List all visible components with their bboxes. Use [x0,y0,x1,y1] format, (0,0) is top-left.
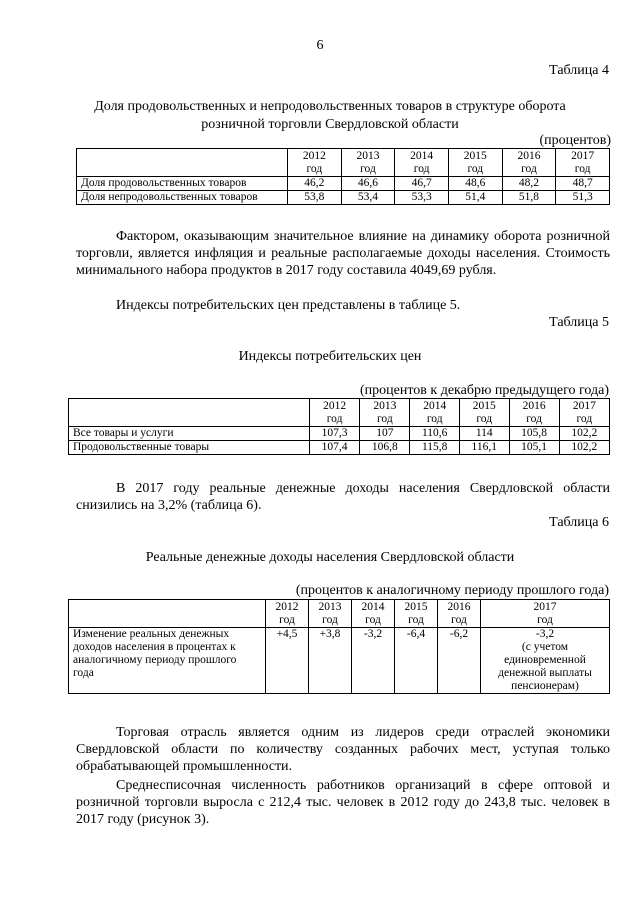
table-5 [68,398,610,455]
header-year-cell: 2017 год [481,600,610,628]
page-number: 6 [316,38,324,53]
table-cell: -6,4 [395,628,438,694]
table-5-title: Индексы потребительских цен [238,349,422,364]
table-header-row [69,399,610,427]
table-cell: 105,1 [509,441,559,455]
table-cell: 114 [459,427,509,441]
table-5-unit: (процентов к декабрю предыдущего года) [360,383,609,398]
header-year-cell: 2012 год [266,600,309,628]
header-year-cell: 2015 год [459,399,509,427]
table-cell: 110,6 [410,427,460,441]
table-header-row [69,600,610,628]
table-4-label: Таблица 4 [549,63,609,78]
header-year-cell: 2015 год [395,600,438,628]
table-cell: -6,2 [438,628,481,694]
table-row [77,191,610,205]
table-4 [76,148,610,205]
header-year-cell: 2012 год [288,149,342,177]
paragraph-income-drop: В 2017 году реальные денежные доходы населения Свердловской области снизились на 3,2% (таблица 6). [76,481,610,514]
table-cell: 53,8 [288,191,342,205]
table-cell: -3,2 [352,628,395,694]
table-cell: 115,8 [410,441,460,455]
header-empty-cell [69,399,310,427]
table-cell: 51,8 [502,191,556,205]
header-year-cell: 2014 год [352,600,395,628]
table-6-unit: (процентов к аналогичному периоду прошлого года) [295,583,609,598]
table-6-title: Реальные денежные доходы населения Свердловской области [145,550,515,565]
table-cell: 107,4 [310,441,360,455]
table-cell: 46,7 [395,177,449,191]
header-year-cell: 2016 год [438,600,481,628]
header-year-cell: 2013 год [360,399,410,427]
table-cell: 51,4 [448,191,502,205]
table-cell: 51,3 [556,191,610,205]
header-empty-cell [69,600,266,628]
table-row [69,427,610,441]
table-cell: 53,3 [395,191,449,205]
paragraph-employment: Среднесписочная численность работников организаций в сфере оптовой и розничной торговли выросла с 212,4 тыс. человек в 2012 году до 243,8 тыс. человек в 2017 году (рисунок 3). [76,778,610,828]
header-year-cell: 2013 год [341,149,395,177]
row-label: Доля непродовольственных товаров [77,191,288,205]
row-label: Изменение реальных денежных доходов населения в процентах к аналогичному периоду прошлого года [69,628,266,694]
table-cell: 105,8 [509,427,559,441]
table-header-row [77,149,610,177]
header-year-cell: 2014 год [395,149,449,177]
table-cell: +3,8 [309,628,352,694]
table-4-unit: (процентов) [539,133,611,148]
table-cell: 46,2 [288,177,342,191]
table-cell: 106,8 [360,441,410,455]
table-row [69,441,610,455]
table-4-title-line1: Доля продовольственных и непродовольственных товаров в структуре оборота [94,99,566,114]
row-label: Продовольственные товары [69,441,310,455]
header-empty-cell [77,149,288,177]
table-cell: +4,5 [266,628,309,694]
paragraph-inflation: Фактором, оказывающим значительное влияние на динамику оборота розничной торговли, является инфляция и реальные располагаемые доходы населения. Стоимость минимального набора продуктов в 2017 году составила 4049,69 рубля. [76,229,610,279]
table-4-title-line2: розничной торговли Свердловской области [201,117,459,132]
paragraph-cpi-ref: Индексы потребительских цен представлены в таблице 5. [116,298,461,313]
table-cell: 48,6 [448,177,502,191]
paragraph-trade-sector: Торговая отрасль является одним из лидеров среди отраслей экономики Свердловской области по количеству созданных рабочих мест, уступая только обрабатывающей промышленности. [76,725,610,775]
header-year-cell: 2017 год [556,149,610,177]
header-year-cell: 2017 год [559,399,609,427]
header-year-cell: 2012 год [310,399,360,427]
table-6-label: Таблица 6 [549,515,609,530]
table-cell: 53,4 [341,191,395,205]
table-cell: 102,2 [559,427,609,441]
table-4-title [60,98,600,134]
row-label: Все товары и услуги [69,427,310,441]
header-year-cell: 2016 год [502,149,556,177]
table-cell-2017: -3,2 (с учетом единовременной денежной выплаты пенсионерам) [481,628,610,694]
header-year-cell: 2013 год [309,600,352,628]
table-row [77,177,610,191]
table-cell: 107,3 [310,427,360,441]
table-cell: 107 [360,427,410,441]
table-6 [68,599,610,694]
header-year-cell: 2015 год [448,149,502,177]
table-row [69,628,610,694]
header-year-cell: 2014 год [410,399,460,427]
table-cell: 48,7 [556,177,610,191]
table-cell: 116,1 [459,441,509,455]
table-5-label: Таблица 5 [549,315,609,330]
table-cell: 48,2 [502,177,556,191]
table-cell: 46,6 [341,177,395,191]
row-label: Доля продовольственных товаров [77,177,288,191]
table-cell: 102,2 [559,441,609,455]
header-year-cell: 2016 год [509,399,559,427]
